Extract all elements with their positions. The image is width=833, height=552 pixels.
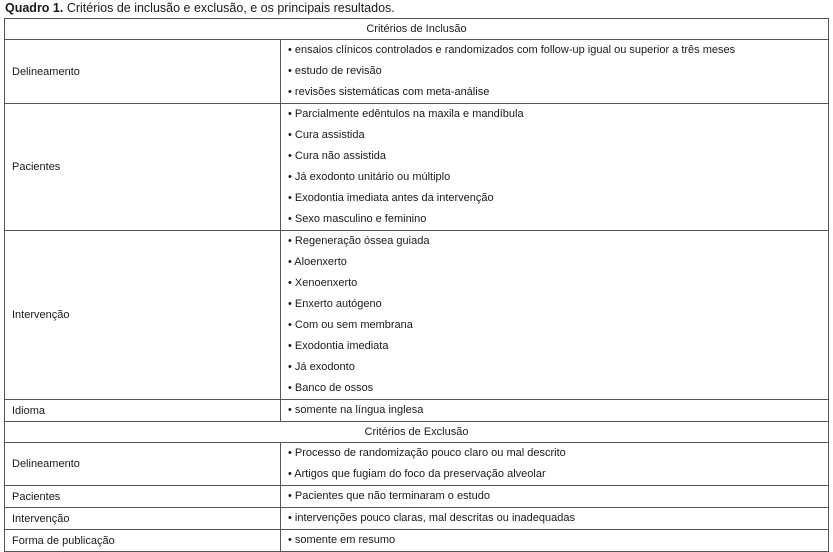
list-item: • Banco de ossos: [288, 382, 374, 394]
table-caption: [5, 0, 395, 17]
row-label: Intervenção: [5, 231, 281, 400]
list-item: • Processo de randomização pouco claro ou mal descrito: [288, 447, 566, 459]
list-item: • Exodontia imediata: [288, 340, 389, 352]
list-item: • somente na língua inglesa: [288, 404, 424, 416]
table-row: [5, 530, 829, 552]
caption-text: Critérios de inclusão e exclusão, e os principais resultados.: [63, 1, 395, 15]
list-item: • Exodontia imediata antes da intervenção: [288, 192, 494, 204]
row-items: [281, 231, 829, 400]
list-item: • Enxerto autógeno: [288, 298, 382, 310]
list-item: • Já exodonto unitário ou múltiplo: [288, 171, 451, 183]
list-item: • Cura não assistida: [288, 150, 387, 162]
list-item: • Com ou sem membrana: [288, 319, 413, 331]
list-item: • Artigos que fugiam do foco da preservação alveolar: [288, 468, 546, 480]
row-items: [281, 400, 829, 422]
row-label: Forma de publicação: [5, 530, 281, 552]
criteria-table-body: [5, 19, 829, 552]
row-label: Delineamento: [5, 443, 281, 486]
row-label: Idioma: [5, 400, 281, 422]
row-items: [281, 104, 829, 231]
section-header-row: [5, 422, 829, 443]
list-item: • Regeneração óssea guiada: [288, 235, 430, 247]
row-label: Pacientes: [5, 104, 281, 231]
table-row: [5, 443, 829, 486]
table-row: [5, 40, 829, 104]
list-item: • ensaios clínicos controlados e randomizados com follow-up igual ou superior a três meses: [288, 44, 736, 56]
list-item: • estudo de revisão: [288, 65, 382, 77]
table-row: [5, 231, 829, 400]
list-item: • intervenções pouco claras, mal descritas ou inadequadas: [288, 512, 575, 524]
row-label: Delineamento: [5, 40, 281, 104]
list-item: • Pacientes que não terminaram o estudo: [288, 490, 490, 502]
row-items: [281, 40, 829, 104]
list-item: • Aloenxerto: [288, 256, 347, 268]
section-title: Critérios de Exclusão: [5, 422, 829, 443]
row-label: Intervenção: [5, 508, 281, 530]
row-items: [281, 443, 829, 486]
row-items: [281, 530, 829, 552]
list-item: • somente em resumo: [288, 534, 396, 546]
table-row: [5, 400, 829, 422]
section-title: Critérios de Inclusão: [5, 19, 829, 40]
row-label: Pacientes: [5, 486, 281, 508]
list-item: • Parcialmente edêntulos na maxila e mandíbula: [288, 108, 524, 120]
row-items: [281, 508, 829, 530]
caption-label: Quadro 1.: [5, 1, 64, 15]
row-items: [281, 486, 829, 508]
table-row: [5, 486, 829, 508]
section-header-row: [5, 19, 829, 40]
criteria-table: [4, 18, 829, 552]
table-row: [5, 104, 829, 231]
table-row: [5, 508, 829, 530]
list-item: • Cura assistida: [288, 129, 365, 141]
list-item: • Xenoenxerto: [288, 277, 358, 289]
list-item: • revisões sistemáticas com meta-análise: [288, 86, 490, 98]
list-item: • Já exodonto: [288, 361, 355, 373]
list-item: • Sexo masculino e feminino: [288, 213, 427, 225]
